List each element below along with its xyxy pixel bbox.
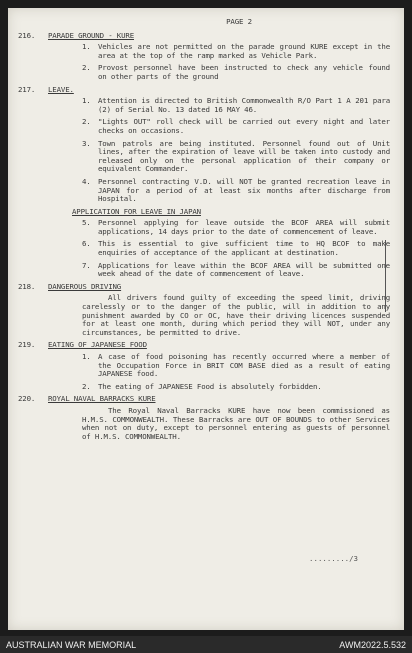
paragraph: 7. Applications for leave within the BCOF AREA will be submitted one week ahead of the date of commencement of leave.: [82, 260, 390, 279]
section-title: ROYAL NAVAL BARRACKS KURE: [48, 394, 156, 404]
paragraph: 2. "Lights OUT" roll check will be carried out every night and later checks on occasions.: [82, 117, 390, 135]
section-216: [18, 32, 390, 82]
section-title: PARADE GROUND - KURE: [48, 30, 134, 40]
paragraph: All drivers found guilty of exceeding the speed limit, driving carelessly or to the danger of the public, will in addition to any punishment awarded by CO or OC, have their driving licences suspended for at least one month, during which period they will NOT, under any circumstances, be permitted to drive.: [82, 293, 390, 337]
paragraph: 6. This is essential to give sufficient time to HQ BCOF to make enquiries of acceptance of the applicant at destination.: [82, 239, 390, 258]
page-header: PAGE 2: [226, 17, 252, 26]
paragraph: 1. A case of food poisoning has recently occurred where a member of the Occupation Force in BRIT COM BASE died as a result of eating JAPANESE food.: [82, 352, 390, 379]
paragraph: 1. Vehicles are not permitted on the parade ground KURE except in the area at the top of the ramp marked as Vehicle Park.: [82, 42, 390, 60]
section-number: 217.: [18, 84, 36, 94]
paragraph: The Royal Naval Barracks KURE have now been commissioned as H.M.S. COMMONWEALTH. These Barracks are OUT OF BOUNDS to other Services when not on duty, except to personnel entering as guests of personnel of H.M.S. COMMONWEALTH.: [82, 405, 390, 441]
paragraph: 2. Provost personnel have been instructed to check any vehicle found on other parts of the ground: [82, 63, 390, 81]
section-218: [18, 283, 390, 338]
caption-bar: [0, 636, 412, 653]
institution-label: AUSTRALIAN WAR MEMORIAL: [6, 639, 137, 650]
subsection-title: APPLICATION FOR LEAVE IN JAPAN: [72, 206, 201, 216]
paragraph: 2. The eating of JAPANESE Food is absolutely forbidden.: [82, 381, 322, 391]
section-220: [18, 395, 390, 441]
document-page: [8, 8, 404, 630]
section-number: 218.: [18, 281, 36, 291]
section-title: LEAVE.: [48, 84, 74, 94]
section-number: 216.: [18, 30, 36, 40]
section-number: 219.: [18, 340, 36, 350]
section-219: [18, 341, 390, 391]
section-number: 220.: [18, 394, 36, 404]
section-title: DANGEROUS DRIVING: [48, 281, 122, 291]
section-title: EATING OF JAPANESE FOOD: [48, 340, 147, 350]
paragraph: 3. Town patrols are being instituted. Personnel found out of Unit lines, after the expiration of leave will be taken into custody and released only on the personal application of their company or equivalent Commander.: [82, 138, 390, 174]
paragraph: 1. Attention is directed to British Commonwealth R/O Part 1 A 201 para (2) of Serial No. 13 dated 16 MAY 46.: [82, 96, 390, 114]
margin-bracket: [380, 240, 386, 312]
document-body: [18, 18, 390, 445]
accession-number: AWM2022.5.532: [339, 639, 406, 650]
section-217: [18, 86, 390, 279]
paragraph: 5. Personnel applying for leave outside the BCOF AREA will submit applications, 14 days prior to the date of commencement of leave.: [82, 218, 390, 236]
paragraph: 4. Personnel contracting V.D. will NOT be granted recreation leave in JAPAN for a period of at least six months after discharge from Hospital.: [82, 176, 390, 204]
continuation-mark: ........./3: [309, 554, 358, 563]
